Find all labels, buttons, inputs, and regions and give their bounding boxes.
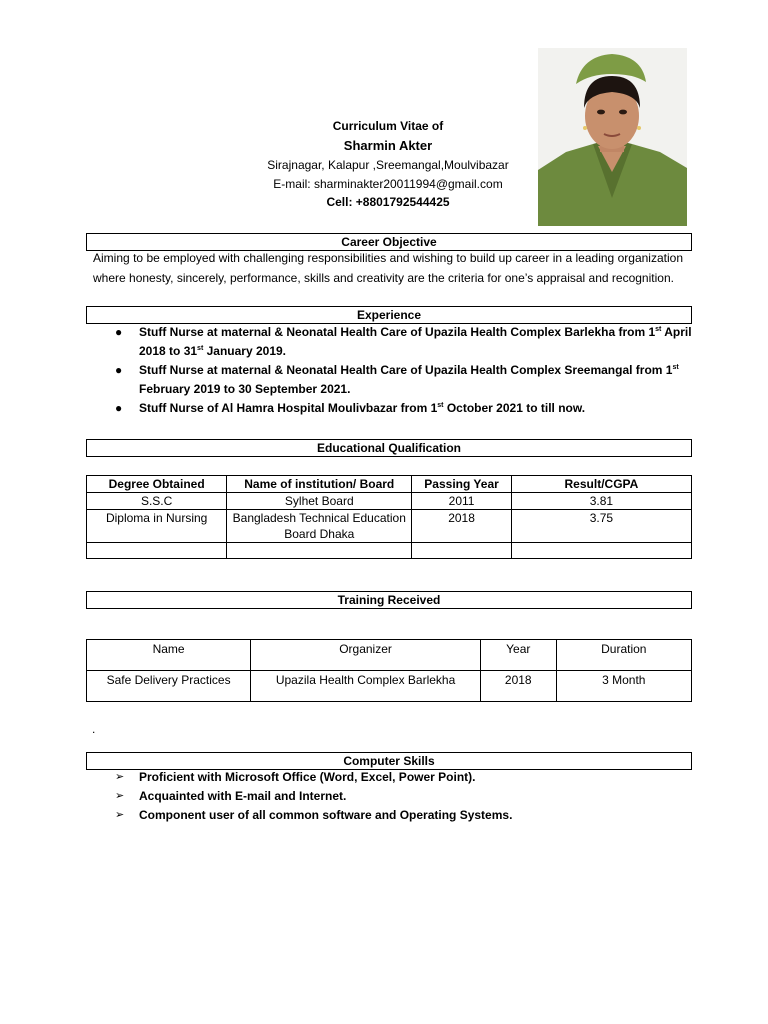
skill-item: ➢ Proficient with Microsoft Office (Word, Excel, Power Point).	[112, 768, 672, 787]
computer-skills-list	[112, 768, 672, 825]
email: E-mail: sharminakter20011994@gmail.com	[273, 177, 503, 191]
experience-list	[112, 323, 692, 418]
arrow-right-icon: ➢	[115, 790, 125, 802]
table-cell: S.S.C	[87, 493, 227, 510]
training-heading: Training Received	[86, 591, 692, 609]
experience-item: ● Stuff Nurse at maternal & Neonatal Health Care of Upazila Health Complex Sreemangal from 1st February 2019 to 30 September 2021.	[115, 363, 679, 396]
experience-item: ● Stuff Nurse of Al Hamra Hospital Moulivbazar from 1st October 2021 to till now.	[112, 399, 692, 418]
arrow-right-icon: ➢	[115, 771, 125, 783]
table-cell: Safe Delivery Practices	[87, 671, 251, 702]
table-cell: Bangladesh Technical Education Board Dhaka	[227, 510, 412, 543]
table-row	[87, 510, 692, 543]
column-header: Result/CGPA	[511, 476, 691, 493]
column-header: Name	[87, 640, 251, 671]
profile-photo	[538, 48, 687, 226]
bullet-icon: ●	[115, 363, 123, 377]
education-heading: Educational Qualification	[86, 439, 692, 457]
table-cell: 2011	[412, 493, 512, 510]
column-header: Organizer	[251, 640, 481, 671]
table-cell: 3 Month	[556, 671, 691, 702]
table-cell	[412, 543, 512, 559]
training-table	[86, 639, 692, 702]
column-header: Degree Obtained	[87, 476, 227, 493]
candidate-name: Sharmin Akter	[343, 138, 433, 153]
table-row-empty	[87, 543, 692, 559]
career-objective-text: Aiming to be employed with challenging responsibilities and wishing to build up career in a leading organization where honesty, sincerely, performance, skills and creativity are the criteria for one’s appraisal and recognition.	[93, 251, 683, 285]
bullet-icon: ●	[115, 401, 123, 415]
experience-heading: Experience	[86, 306, 692, 324]
cell-number: Cell: +8801792544425	[326, 195, 450, 209]
table-cell: Diploma in Nursing	[87, 510, 227, 543]
table-cell	[227, 543, 412, 559]
bullet-icon: ●	[115, 325, 123, 339]
cv-title: Curriculum Vitae of	[332, 119, 444, 133]
column-header: Year	[480, 640, 556, 671]
column-header: Duration	[556, 640, 691, 671]
arrow-right-icon: ➢	[115, 809, 125, 821]
table-cell	[87, 543, 227, 559]
table-cell: 3.81	[511, 493, 691, 510]
skill-item: ➢ Acquainted with E-mail and Internet.	[112, 787, 672, 806]
skill-item: ➢ Component user of all common software and Operating Systems.	[112, 806, 672, 825]
computer-skills-heading: Computer Skills	[86, 752, 692, 770]
table-header-row	[87, 476, 692, 493]
address: Sirajnagar, Kalapur ,Sreemangal,Moulvibazar	[267, 158, 509, 172]
table-cell: 3.75	[511, 510, 691, 543]
column-header: Name of institution/ Board	[227, 476, 412, 493]
experience-item: ● Stuff Nurse at maternal & Neonatal Health Care of Upazila Health Complex Barlekha from 1st April 2018 to 31st January 2019.	[115, 325, 692, 358]
table-cell: Sylhet Board	[227, 493, 412, 510]
table-header-row	[87, 640, 692, 671]
column-header: Passing Year	[412, 476, 512, 493]
table-row	[87, 493, 692, 510]
table-cell: 2018	[480, 671, 556, 702]
table-cell: Upazila Health Complex Barlekha	[251, 671, 481, 702]
stray-dot: .	[92, 722, 96, 736]
education-table	[86, 475, 692, 559]
table-row	[87, 671, 692, 702]
table-cell: 2018	[412, 510, 512, 543]
career-objective-heading: Career Objective	[86, 233, 692, 251]
table-cell	[511, 543, 691, 559]
